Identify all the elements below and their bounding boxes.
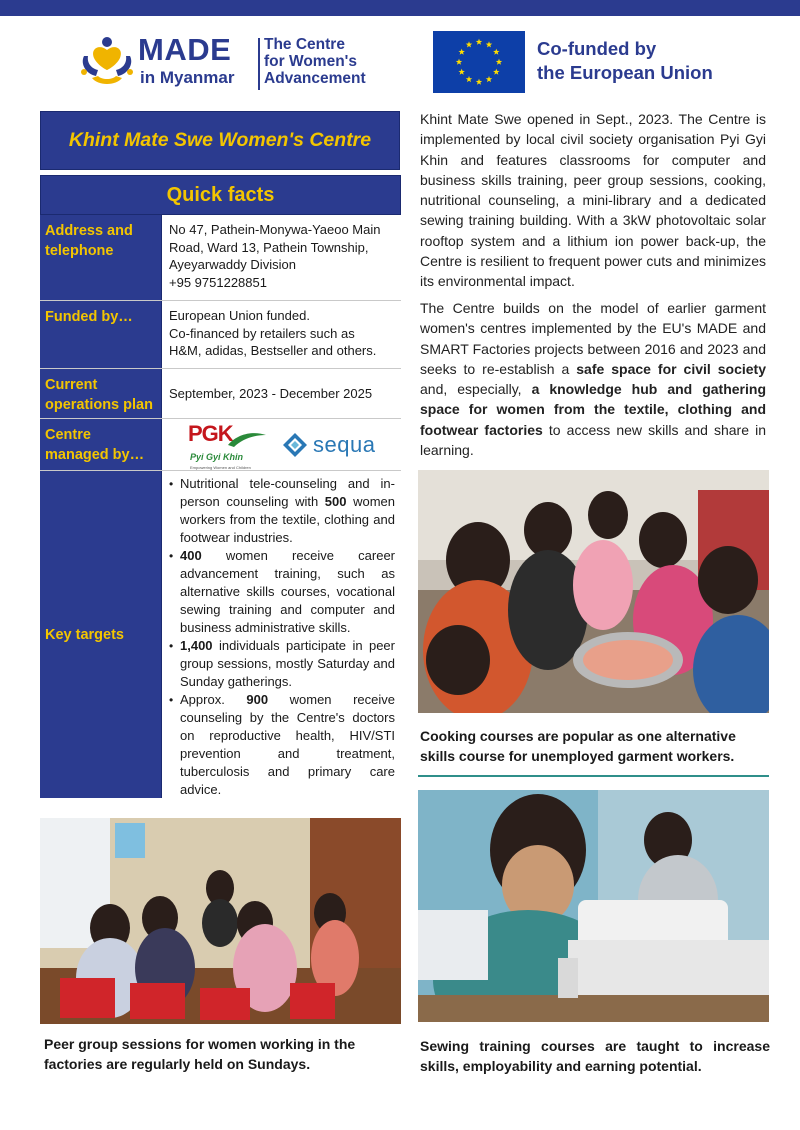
target-item: • Nutritional tele-counseling and in-person counseling with 500 women workers from the textile, clothing and footwear industries. xyxy=(169,475,395,547)
eu-star-icon xyxy=(493,49,499,55)
made-logo-sub: in Myanmar xyxy=(140,68,235,87)
operations-label: Current operations plan xyxy=(40,369,162,418)
funded-value: European Union funded. Co-financed by retailers such as H&M, adidas, Bestseller and others. xyxy=(169,308,377,358)
operations-value: September, 2023 - December 2025 xyxy=(169,385,373,401)
eu-logo-text: Co-funded by the European Union xyxy=(537,38,713,83)
target-item: • 1,400 individuals participate in peer group sessions, mostly Saturday and Sunday gatherings. xyxy=(169,637,395,691)
pgk-logo: PGK Pyi Gyi Khin Empowering Women and Children xyxy=(188,425,266,465)
targets-value xyxy=(162,471,401,798)
sewing-caption: Sewing training courses are taught to increase skills, employability and earning potential. xyxy=(420,1038,770,1074)
funded-row xyxy=(40,301,401,369)
peer-group-caption: Peer group sessions for women working in the factories are regularly held on Sundays. xyxy=(44,1036,356,1072)
made-logo-mark-icon xyxy=(78,34,136,92)
target-item: • Approx. 900 women receive counseling by the Centre's doctors on reproductive health, HIV/STI prevention and treatment, tuberculosis and primary care advice. xyxy=(169,691,395,799)
address-value: No 47, Pathein-Monywa-Yaeoo Main Road, Ward 13, Pathein Township, Ayeyarwaddy Division +95 9751228851 xyxy=(169,222,381,290)
pgk-swoosh-icon xyxy=(226,429,268,449)
caption-divider xyxy=(418,775,769,777)
quick-facts-heading-box xyxy=(40,175,401,215)
targets-row xyxy=(40,471,401,798)
made-logo-divider xyxy=(258,38,260,90)
quick-facts-table xyxy=(40,175,401,798)
centre-title: Khint Mate Swe Women's Centre xyxy=(68,129,372,151)
top-banner-bar xyxy=(0,0,800,16)
model-paragraph: The Centre builds on the model of earlier garment women's centres implemented by the EU's MADE and SMART Factories projects between 2016 and 2023 and seeks to re-establish a safe space for civil society and, especially, a knowledge hub and gathering space for women from the textile, clothing and footwear factories to access new skills and share in learning. xyxy=(420,300,766,459)
eu-star-icon xyxy=(466,76,472,82)
managed-row xyxy=(40,419,401,471)
eu-star-icon xyxy=(486,41,492,47)
targets-list xyxy=(169,475,395,799)
sequa-diamond-icon xyxy=(282,432,308,458)
eu-star-icon xyxy=(476,79,482,85)
peer-group-photo xyxy=(40,818,401,1024)
eu-star-icon xyxy=(486,76,492,82)
address-row xyxy=(40,215,401,301)
sequa-logo: sequa xyxy=(282,432,375,458)
targets-label: Key targets xyxy=(40,471,162,798)
made-in-myanmar-logo xyxy=(78,32,378,94)
made-logo-centre-text: The Centre for Women's Advancement xyxy=(264,36,366,87)
eu-star-icon xyxy=(458,49,464,55)
eu-star-icon xyxy=(458,69,464,75)
managed-label: Centre managed by… xyxy=(40,419,162,470)
intro-paragraph: Khint Mate Swe opened in Sept., 2023. The Centre is implemented by local civil society organisation Pyi Gyi Khin and features classrooms for computer and business skills training, peer group sessions, cooking, nutritional counseling, a mini-library and a dedicated sewing training building. With a 3kW photovoltaic solar rooftop system and a lithium ion power back-up, the Centre is resilient to frequent power cuts and minimizes its environmental impact. xyxy=(420,111,766,290)
funded-label: Funded by… xyxy=(40,301,162,368)
operations-row xyxy=(40,369,401,419)
eu-star-icon xyxy=(466,41,472,47)
eu-star-icon xyxy=(493,69,499,75)
eu-flag-icon xyxy=(433,31,525,93)
cooking-caption: Cooking courses are popular as one alternative skills course for unemployed garment workers. xyxy=(420,728,736,764)
quick-facts-heading: Quick facts xyxy=(166,183,275,206)
centre-title-box xyxy=(40,111,400,170)
eu-star-icon xyxy=(456,59,462,65)
sewing-training-photo xyxy=(418,790,769,1022)
made-logo-word: MADE xyxy=(138,32,232,67)
address-label: Address and telephone xyxy=(40,215,162,300)
eu-star-icon xyxy=(496,59,502,65)
cooking-course-photo xyxy=(418,470,769,713)
target-item: • 400 women receive career advancement training, such as alternative skills courses, vocational sewing training and computer and business administrative skills. xyxy=(169,547,395,637)
eu-star-icon xyxy=(476,39,482,45)
managed-logos xyxy=(162,419,401,470)
eu-cofunded-logo xyxy=(433,31,733,93)
